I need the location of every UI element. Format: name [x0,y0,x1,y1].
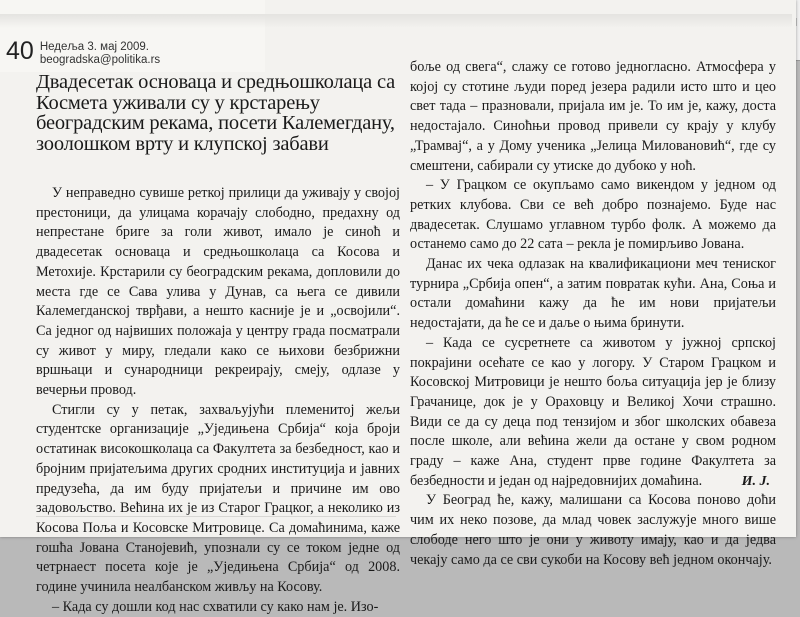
section-email: beogradska@politika.rs [39,54,161,66]
paragraph: боље од свега“, слажу се готово једногласно. Атмосфера у којој су стотине људи поред језера радили исто што и цео свет тада – празновали, пријала им је. То им је, кажу, доста недостајало. Синоћњи провод привели су крају у клубу „Трамвај“, а у Дому ученика „Јелица Миловановић“, где су смештени, сабирали су утиске до дубоко у ноћ. [410,59,776,174]
paragraph: Стигли су у петак, захваљујући племенитој жељи студентске организације „Уједињена Србија“ која броји остатинак високошколаца са Факултета за безбедност, као и бројним пријатељима других сродних институција и јавних предузећа, да им буду пријатељи и причине им ово задовољство. Већина их је из Старог Грацког, а неколико из Косова Поља и Косовске Митровице. Са домаћинима, каже гошћа Јована Станојевић, упознали су се током једне од четрнаест посета које је „Уједињена Србија“ од 2008. године учинила неалбанском живљу на Косову. [36,401,400,596]
fold-shadow [0,14,792,28]
paragraph: У неправедно сувише реткој прилици да уживају у својој престоници, да улицама корачају слободно, предахну од непрестане бриге за голи живот, имало је синоћ и двадесетак основаца и средњошколаца са Косова и Метохије. Крстарили су београдским рекама, допловили до места где се Сава улива у Дунав, са њега се дивили Калемегданској тврђави, а нешто касније је и „освојили“. Са једног од највиших положаја у центру града посматрали су живот у миру, гледали како се њихови безбрижни вршњаци и сународници рекреирају, смеју, одлазе у вечерњи провод. [36,185,400,399]
paragraph: Данас их чека одлазак на квалификациони меч тениског турнира „Србија опен“, а затим повратак кући. Ана, Соња и остали домаћини кажу да ће им нови пријатељи недостајати, да ће се и даље о њима бринути. [410,256,776,332]
paragraph: У Београд ће, кажу, малишани са Косова поново доћи чим их неко позове, да млад човек заслужује много више слободе него што је они у животу имају, као и да једва чекају само да се сви сукоби на Косову већ једном окончају. [410,492,776,568]
header-meta [40,38,160,67]
article-column-left [36,184,400,617]
issue-date: Недеља 3. мај 2009. [39,41,149,53]
author-signature: И. Ј. [741,474,770,489]
cut-line [36,516,396,517]
paragraph: – У Грацком се окупљамо само викендом у једном од ретких клубова. Сви се већ добро познајемо. Буде нас двадесетак. Слушамо углавном турбо фолк. А можемо да останемо само до 22 сата – рекла је помирљиво Јована. [410,177,776,253]
paragraph: – Када су дошли код нас схватили су како нам је. Изо- [52,598,379,615]
article-headline: Двадесетак основаца и средњошколаца са Космета уживали су у крстарењу београдским рекама, посети Калемегдану, зоолошком врту и клупској забави [36,71,395,155]
article-column-right [410,58,776,570]
page-number: 40 [6,37,34,65]
paragraph: – Када се сусретнете са животом у јужној српској покрајини осећате се као у логору. У Старом Грацком и Косовској Митровици је нешто боља ситуација јер је близу Грачанице, док је у Ораховцу и Великој Хочи страшно. Види се да су деца под тензијом и због школских обавеза после школе, али већина жели да остане у свом родном граду – каже Ана, студент прве године Факултета за безбедности и један од најредовнијих домаћина. [410,334,776,489]
page-header [6,38,160,70]
